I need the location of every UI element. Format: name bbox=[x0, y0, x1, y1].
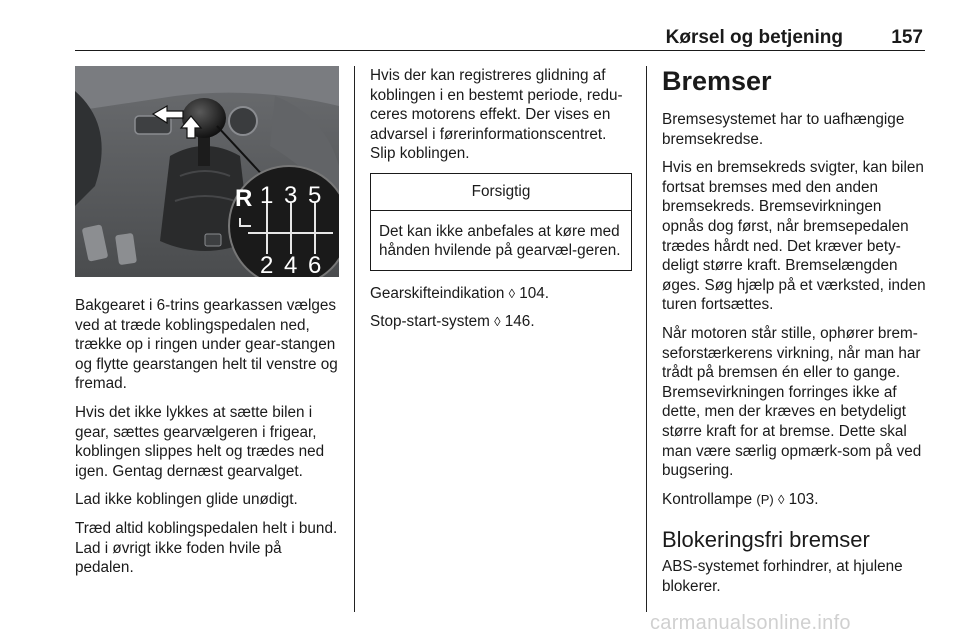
paragraph: Træd altid koblingspedalen helt i bund. Lad i øvrigt ikke foden hvile på pedalen. bbox=[75, 519, 338, 577]
reference-page: 103. bbox=[788, 490, 819, 508]
column-1 bbox=[75, 66, 341, 587]
page-ref-arrow-icon: ◊ bbox=[494, 314, 501, 330]
watermark: carmanualsonline.info bbox=[650, 612, 851, 634]
paragraph: Lad ikke koblingen glide unødigt. bbox=[75, 491, 298, 509]
page-ref-arrow-icon: ◊ bbox=[777, 491, 785, 507]
gear-shift-illustration bbox=[75, 66, 339, 277]
gear-shift-drawing bbox=[75, 66, 339, 277]
gear-3-label: 3 bbox=[284, 182, 298, 209]
page-ref-arrow-icon: ◊ bbox=[508, 285, 516, 301]
column-divider bbox=[354, 66, 355, 612]
caution-box bbox=[370, 173, 632, 271]
cross-reference bbox=[370, 284, 632, 304]
paragraph: Hvis der kan registreres glidning af koblingen i en bestemt periode, redu-ceres motorens effekt. Der vises en advarsel i førerinformationscentret. Slip koblingen. bbox=[370, 67, 623, 163]
paragraph: Bakgearet i 6-trins gearkassen vælges ved at træde koblingspedalen ned, trække op i ringen under gear-stangen og flytte gearstangen helt til venstre og fremad. bbox=[75, 297, 338, 393]
gear-1-label: 1 bbox=[260, 182, 274, 209]
paragraph: Hvis det ikke lykkes at sætte bilen i gear, sættes gearvælgeren i frigear, koblingen slippes helt og trædes ned igen. Gentag dernæst gearvalget. bbox=[75, 403, 325, 480]
reference-text: Kontrollampe bbox=[662, 490, 753, 508]
paragraph: Når motoren står stille, ophører brem-seforstærkerens virkning, når man har trådt på bremsen én eller to gange. Bremsevirkningen forringes ikke af dette, men der kræves en betydeligt større kraft for at bremse. Dette skal man være særlig opmærk-som på ved bugsering. bbox=[662, 324, 922, 480]
cross-reference bbox=[662, 490, 927, 510]
subsection-heading: Blokeringsfri bremser bbox=[662, 527, 870, 553]
page-number: 157 bbox=[891, 27, 923, 48]
reference-page: 104. bbox=[519, 284, 550, 302]
column-3 bbox=[662, 66, 927, 605]
gear-r-label: R bbox=[235, 185, 253, 212]
gear-4-label: 4 bbox=[284, 252, 298, 277]
brake-warning-icon: (P) bbox=[756, 491, 774, 507]
caution-body: Det kan ikke anbefales at køre med hånden hvilende på gearvæl-geren. bbox=[379, 222, 621, 260]
gear-5-label: 5 bbox=[308, 182, 322, 209]
section-heading: Bremser bbox=[662, 66, 772, 96]
caution-title: Forsigtig bbox=[371, 174, 631, 211]
gear-2-label: 2 bbox=[260, 252, 274, 277]
reference-text: Stop-start-system bbox=[370, 313, 490, 331]
cross-reference bbox=[370, 312, 632, 332]
reference-page: 146. bbox=[504, 313, 535, 331]
column-2 bbox=[370, 66, 632, 341]
section-title: Kørsel og betjening bbox=[665, 27, 843, 48]
reference-text: Gearskifteindikation bbox=[370, 284, 505, 302]
paragraph: Bremsesystemet har to uafhængige bremsekredse. bbox=[662, 111, 905, 148]
paragraph: Hvis en bremsekreds svigter, kan bilen fortsat bremses med den anden bremsekreds. Bremsevirkningen opnås dog først, når bremsepedalen trædes hårdt ned. Det kræver bety-deligt større kraft. Bremselængden øges. Søg hjælp på et værksted, inden turen fortsættes. bbox=[662, 159, 926, 314]
column-divider bbox=[646, 66, 647, 612]
gear-6-label: 6 bbox=[308, 252, 322, 277]
page-header bbox=[75, 24, 925, 51]
paragraph: ABS-systemet forhindrer, at hjulene blokerer. bbox=[662, 558, 903, 595]
